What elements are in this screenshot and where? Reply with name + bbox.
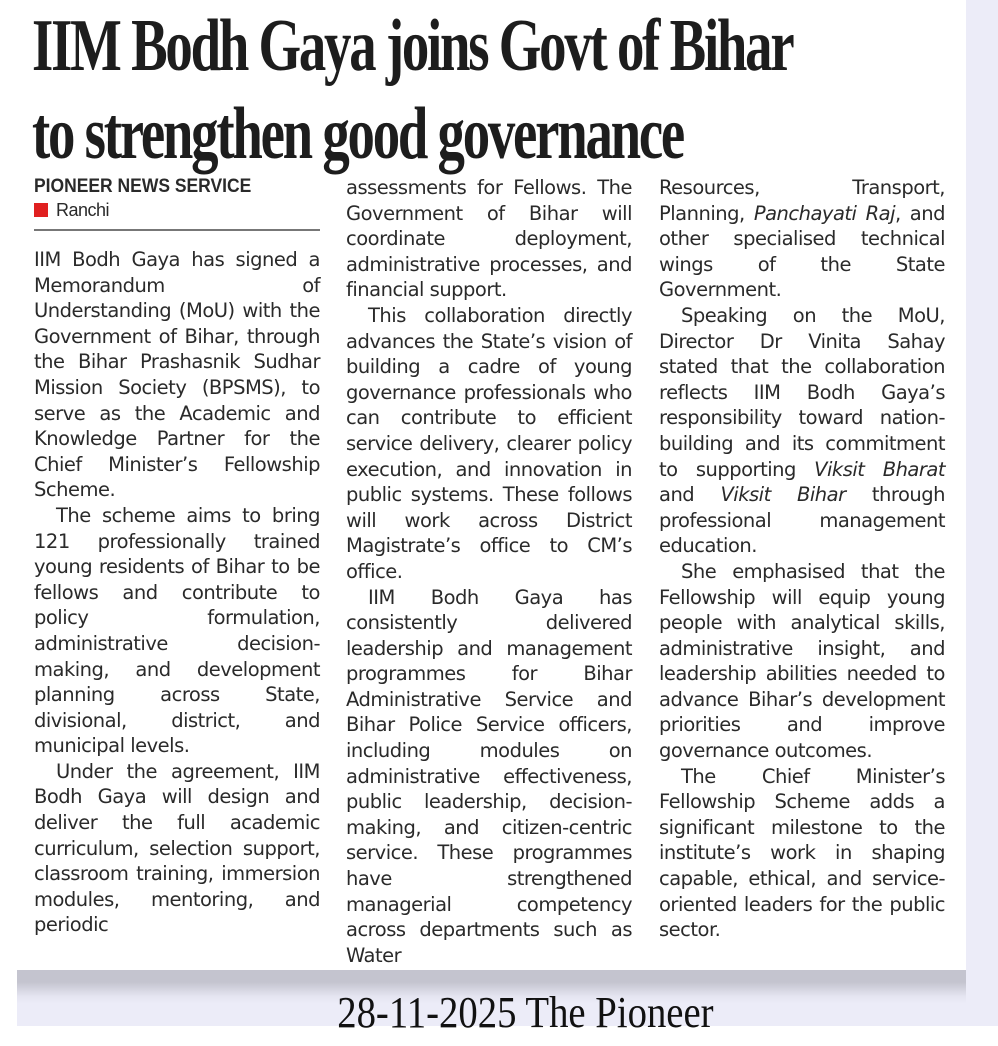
source-caption: 28-11-2025 The Pioneer xyxy=(337,988,714,1037)
paragraph: She emphasised that the Fellowship will equip young people with analytical skills, administrative insight, and leadership abilities needed to advance Bihar’s development priorities and improve governance outcomes. xyxy=(659,559,945,763)
article-column-1 xyxy=(34,175,320,938)
text-run: Resources, Transport, Planning, xyxy=(659,176,945,225)
article-column-2 xyxy=(346,175,632,968)
byline-agency: PIONEER NEWS SERVICE xyxy=(34,176,252,197)
paragraph xyxy=(659,175,945,303)
paragraph: Under the agreement, IIM Bodh Gaya will design and deliver the full academic curriculum, selection support, classroom training, immersion modules, mentoring, and periodic xyxy=(34,759,320,937)
italic-term: Viksit Bharat xyxy=(814,457,945,481)
article-body xyxy=(34,175,946,967)
paragraph xyxy=(659,303,945,559)
paragraph: The scheme aims to bring 121 professionally trained young residents of Bihar to be fellows and contribute to policy formulation, administrative decision-making, and development planning across State, divisional, district, and municipal levels. xyxy=(34,503,320,758)
paragraph: The Chief Minister’s Fellowship Scheme adds a significant milestone to the institute’s work in shaping capable, ethical, and service-oriented leaders for the public sector. xyxy=(659,764,945,942)
paragraph: assessments for Fellows. The Government of Bihar will coordinate deployment, administrative processes, and financial support. xyxy=(346,176,632,302)
headline xyxy=(32,2,793,178)
text-run: Speaking on the MoU, Director Dr Vinita Sahay stated that the collaboration reflects IIM Bodh Gaya’s responsibility toward nation-building and its commitment to supporting xyxy=(659,303,945,481)
paragraph: IIM Bodh Gaya has consistently delivered leadership and management programmes for Bihar Administrative Service and Bihar Police Service officers, including modules on administrative effectiveness, public leadership, decision-making, and citizen-centric service. These programmes have strengthened managerial competency across departments such as Water xyxy=(346,585,632,967)
side-margin-strip xyxy=(966,0,998,1026)
location-marker-icon xyxy=(34,203,48,217)
text-run: and xyxy=(659,483,721,507)
text-run: , and other specialised technical wings of the State Government. xyxy=(659,201,945,302)
italic-term: Panchayati Raj xyxy=(753,201,895,225)
italic-term: Viksit Bihar xyxy=(720,483,846,507)
paragraph: IIM Bodh Gaya has signed a Memorandum of Understanding (MoU) with the Government of Bihar, through the Bihar Prashasnik Sudhar Mission Society (BPSMS), to serve as the Academic and Knowledge Partner for the Chief Minister’s Fellowship Scheme. xyxy=(34,248,320,502)
headline-line-1: IIM Bodh Gaya joins Govt of Bihar xyxy=(32,5,793,87)
article-column-3 xyxy=(659,175,945,943)
paragraph: This collaboration directly advances the State’s vision of building a cadre of young governance professionals who can contribute to efficient service delivery, clearer policy execution, and innovation in public systems. These follows will work across District Magistrate’s office to CM’s office. xyxy=(346,303,632,583)
headline-line-2: to strengthen good governance xyxy=(32,93,684,175)
dateline-location: Ranchi xyxy=(56,200,110,220)
text-run: through professional management education. xyxy=(659,483,945,558)
dateline xyxy=(34,199,320,231)
